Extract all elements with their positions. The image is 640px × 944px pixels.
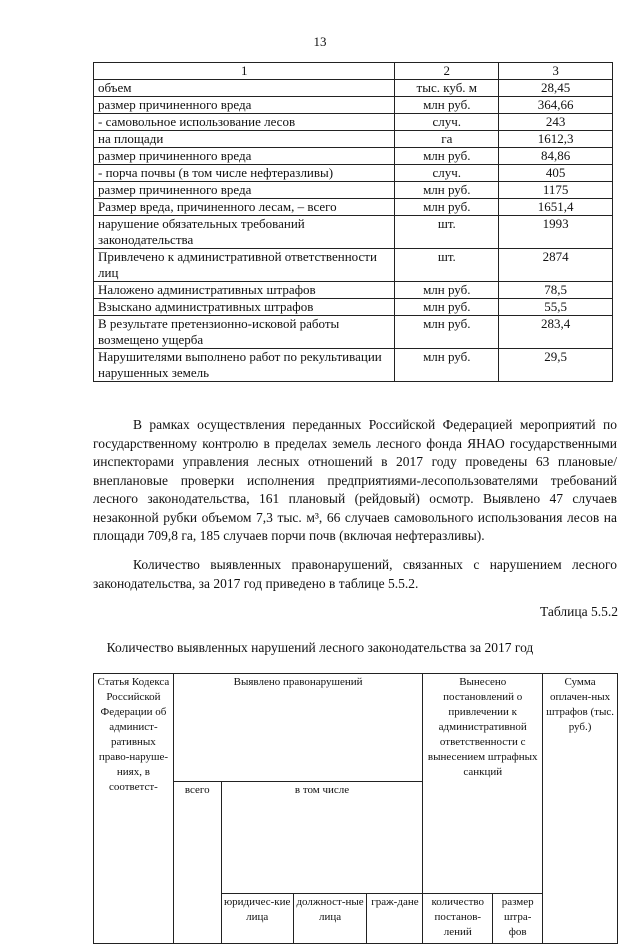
row-unit: млн руб. <box>395 199 499 216</box>
row-label: размер причиненного вреда <box>94 97 395 114</box>
paragraph-text: Количество выявленных правонарушений, связанных с нарушением лесного законодательства, за 2017 год приведено в таблице 5.5.2. <box>93 557 617 591</box>
row-value: 84,86 <box>499 148 613 165</box>
row-label: Наложено административных штрафов <box>94 282 395 299</box>
row-value: 29,5 <box>499 349 613 382</box>
table-row <box>94 97 613 114</box>
table-row <box>94 148 613 165</box>
table-row <box>94 316 613 349</box>
column-article: Статья Кодекса Российской Федерации об админист-ративных право-наруше-ниях, в соответст- <box>94 674 174 944</box>
table-row <box>94 299 613 316</box>
row-label: - порча почвы (в том числе нефтеразливы) <box>94 165 395 182</box>
table-title: Количество выявленных нарушений лесного законодательства за 2017 год <box>106 640 534 655</box>
row-label: - самовольное использование лесов <box>94 114 395 131</box>
row-value: 364,66 <box>499 97 613 114</box>
row-label: Размер вреда, причиненного лесам, – всего <box>94 199 395 216</box>
table-row <box>94 249 613 282</box>
column-issued-cont <box>423 781 543 893</box>
column-issued: Вынесено постановлений о привлечении к административной ответственности с вынесением штрафных санкций <box>423 674 543 782</box>
row-unit: млн руб. <box>395 97 499 114</box>
page-number: 13 <box>313 34 327 49</box>
column-legal-entities: юридичес-кие лица <box>221 893 293 943</box>
column-paid-fines: Сумма оплачен-ных штрафов (тыс. руб.) <box>543 674 618 944</box>
table-row <box>94 182 613 199</box>
table-row <box>94 114 613 131</box>
row-label: Привлечено к административной ответственности лиц <box>94 249 395 282</box>
table-row <box>94 131 613 148</box>
row-unit: случ. <box>395 165 499 182</box>
table-caption: Таблица 5.5.2 <box>540 604 618 619</box>
row-unit: шт. <box>395 249 499 282</box>
row-unit: млн руб. <box>395 316 499 349</box>
row-value: 405 <box>499 165 613 182</box>
row-unit: тыс. куб. м <box>395 80 499 97</box>
column-fine-size: размер штра-фов <box>493 893 543 943</box>
header-cell: 3 <box>499 63 613 80</box>
table-row <box>94 282 613 299</box>
row-value: 1651,4 <box>499 199 613 216</box>
row-unit: млн руб. <box>395 148 499 165</box>
row-value: 1612,3 <box>499 131 613 148</box>
row-value: 243 <box>499 114 613 131</box>
row-value: 2874 <box>499 249 613 282</box>
column-officials: должност-ные лица <box>293 893 367 943</box>
violations-count-table <box>93 673 618 944</box>
header-cell: 2 <box>395 63 499 80</box>
paragraph-text: В рамках осуществления переданных Российской Федерацией мероприятий по государственному контролю в пределах земель лесного фонда ЯНАО государственными инспекторами управления лесных отношений в 2017 году проведены 63 плановые/внеплановые проверки исполнения предприятиями-лесопользователями требований лесного законодательства, 161 плановый (рейдовый) осмотр. Выявлено 47 случаев незаконной рубки объемом 7,3 тыс. м³, 66 случаев самовольного использования лесов на площади 709,8 га, 185 случаев порчи почв (включая нефтеразливы). <box>93 417 617 543</box>
row-unit: млн руб. <box>395 299 499 316</box>
row-label: объем <box>94 80 395 97</box>
row-label: Нарушителями выполнено работ по рекультивации нарушенных земель <box>94 349 395 382</box>
row-unit: млн руб. <box>395 182 499 199</box>
row-value: 28,45 <box>499 80 613 97</box>
row-value: 283,4 <box>499 316 613 349</box>
row-unit: га <box>395 131 499 148</box>
forest-violations-summary-table <box>93 62 613 382</box>
header-cell: 1 <box>94 63 395 80</box>
paragraph-reference <box>93 556 617 593</box>
row-unit: млн руб. <box>395 349 499 382</box>
row-label: на площади <box>94 131 395 148</box>
row-value: 78,5 <box>499 282 613 299</box>
row-unit: случ. <box>395 114 499 131</box>
column-total: всего <box>173 781 221 943</box>
table-row <box>94 80 613 97</box>
row-value: 55,5 <box>499 299 613 316</box>
column-citizens: граж-дане <box>367 893 423 943</box>
table-row <box>94 349 613 382</box>
row-label: Взыскано административных штрафов <box>94 299 395 316</box>
column-including: в том числе <box>221 781 423 893</box>
row-label: размер причиненного вреда <box>94 182 395 199</box>
row-label: размер причиненного вреда <box>94 148 395 165</box>
row-value: 1175 <box>499 182 613 199</box>
row-value: 1993 <box>499 216 613 249</box>
table-row <box>94 216 613 249</box>
table-row <box>94 165 613 182</box>
row-label: нарушение обязательных требований законодательства <box>94 216 395 249</box>
column-decisions-count: количество постанов-лений <box>423 893 493 943</box>
row-label: В результате претензионно-исковой работы возмещено ущерба <box>94 316 395 349</box>
row-unit: шт. <box>395 216 499 249</box>
row-unit: млн руб. <box>395 282 499 299</box>
table-header-row <box>94 63 613 80</box>
table-row <box>94 199 613 216</box>
paragraph-inspections <box>93 416 617 546</box>
column-detected: Выявлено правонарушений <box>173 674 422 782</box>
